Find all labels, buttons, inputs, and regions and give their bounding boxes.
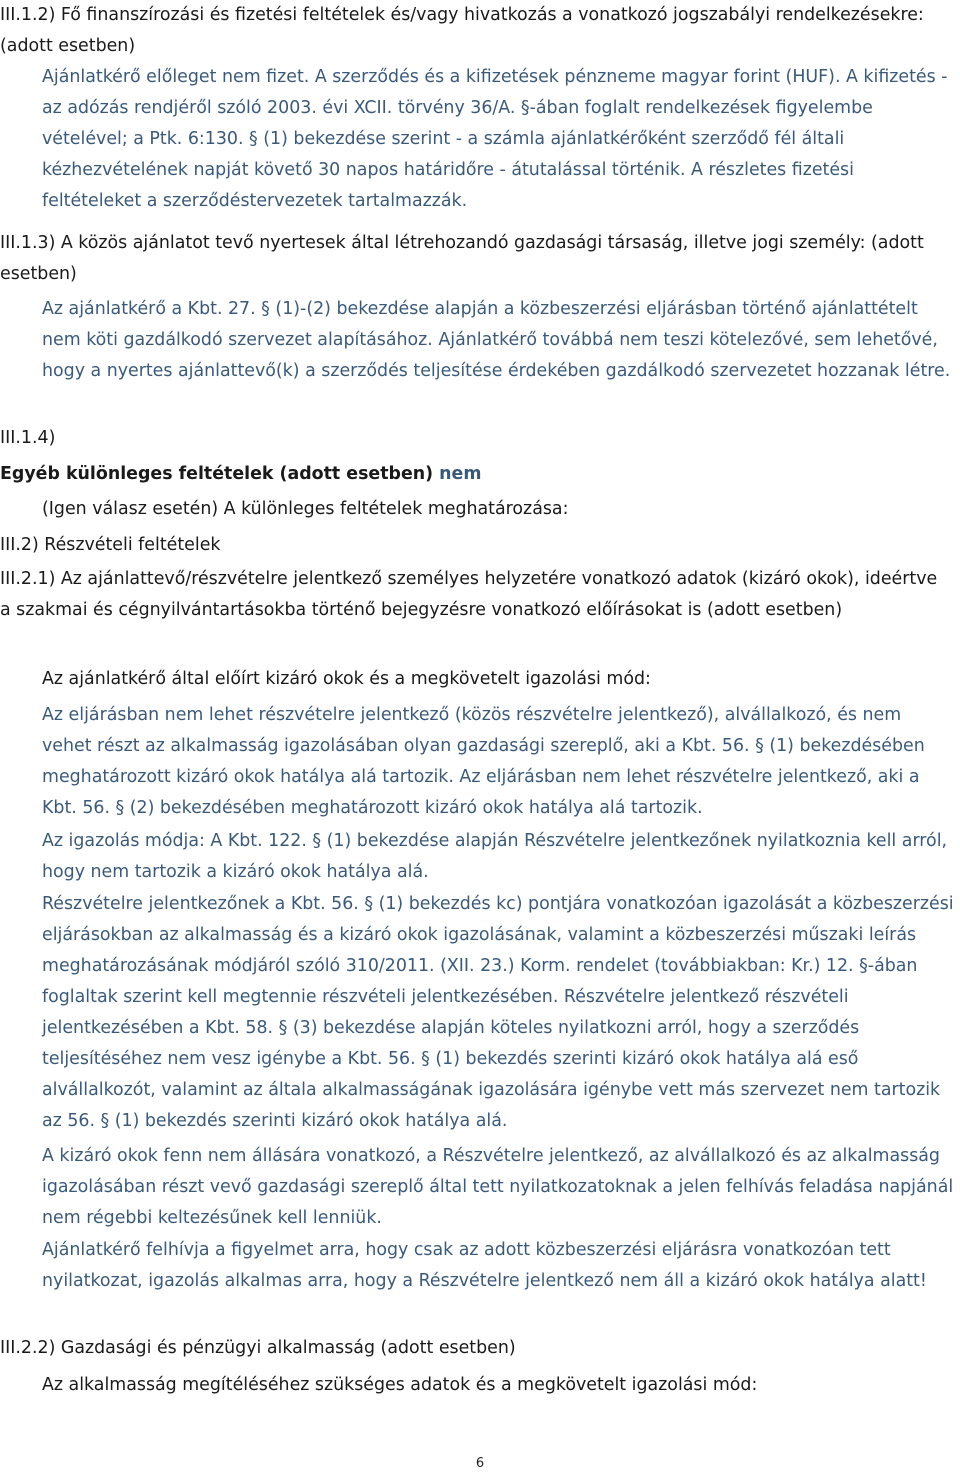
special-conditions-row xyxy=(0,459,950,490)
section-heading-iii-1-3: III.1.3) A közös ajánlatot tevő nyertesek által létrehozandó gazdasági társaság, illetve jogi személy: (adott esetben) xyxy=(0,233,924,284)
page-number: 6 xyxy=(475,1456,485,1471)
section-heading-iii-2-2: III.2.2) Gazdasági és pénzügyi alkalmasság (adott esetben) xyxy=(0,1338,516,1358)
exclusion-paragraph-5: Ajánlatkérő felhívja a figyelmet arra, hogy csak az adott közbeszerzési eljárásra vonatkozóan tett nyilatkozat, igazolás alkalmas arra, hogy a Részvételre jelentkező nem áll a kizáró okok hatálya alatt! xyxy=(42,1240,927,1291)
section-body-iii-1-2: Ajánlatkérő előleget nem fizet. A szerződés és a kifizetések pénzneme magyar forint (HUF). A kifizetés - az adózás rendjéről szóló 2003. évi XCII. törvény 36/A. §-ában foglalt rendelkezések figyelembe vételével; a Ptk. 6:130. § (1) bekezdése szerint - a számla ajánlatkérőként szerződő fél általi kézhezvételének napját követő 30 napos határidőre - átutalással történik. A részletes fizetési feltételeket a szerződéstervezetek tartalmazzák. xyxy=(42,67,948,211)
exclusion-paragraph-3: Részvételre jelentkezőnek a Kbt. 56. § (1) bekezdés kc) pontjára vonatkozóan igazolását a közbeszerzési eljárásokban az alkalmasság és a kizáró okok igazolásának, valamint a közbeszerzési műszaki leírás meghatározásának módjáról szóló 310/2011. (XII. 23.) Korm. rendelet (továbbiakban: Kr.) 12. §-ában foglaltak szerint kell megtennie részvételi jelentkezésében. Részvételre jelentkező részvételi jelentkezésében a Kbt. 58. § (3) bekezdése alapján köteles nyilatkozni arról, hogy a szerződés teljesítéséhez nem vesz igénybe a Kbt. 56. § (1) bekezdés szerinti kizáró okok hatálya alá eső alvállalkozót, valamint az általa alkalmasságának igazolására igénybe vett más szervezet nem tartozik az 56. § (1) bekezdés szerinti kizáró okok hatálya alá. xyxy=(42,894,954,1131)
special-conditions-label: Egyéb különleges feltételek (adott esetben) xyxy=(0,464,434,484)
exclusion-paragraph-4: A kizáró okok fenn nem állására vonatkozó, a Részvételre jelentkező, az alvállalkozó és az alkalmasság igazolásában részt vevő gazdasági szereplő által tett nyilatkozatoknak a jelen felhívás feladása napjánál nem régebbi keltezésűnek kell lenniük. xyxy=(42,1146,954,1228)
section-heading-iii-2: III.2) Részvételi feltételek xyxy=(0,535,221,555)
economic-capacity-sub: Az alkalmasság megítéléséhez szükséges adatok és a megkövetelt igazolási mód: xyxy=(42,1375,758,1395)
section-body-iii-1-3: Az ajánlatkérő a Kbt. 27. § (1)-(2) bekezdése alapján a közbeszerzési eljárásban történő ajánlattételt nem köti gazdálkodó szervezet alapításához. Ajánlatkérő továbbá nem teszi kötelezővé, sem lehetővé, hogy a nyertes ajánlattevő(k) a szerződés teljesítése érdekében gazdálkodó szervezetet hozzanak létre. xyxy=(42,299,951,381)
special-conditions-value: nem xyxy=(439,464,482,484)
special-conditions-sub: (Igen válasz esetén) A különleges feltételek meghatározása: xyxy=(42,499,569,519)
exclusion-grounds-sub: Az ajánlatkérő által előírt kizáró okok és a megkövetelt igazolási mód: xyxy=(42,669,651,689)
section-heading-iii-2-1: III.2.1) Az ajánlattevő/részvételre jelentkező személyes helyzetére vonatkozó adatok (kizáró okok), ideértve a szakmai és cégnyilvántartásokba történő bejegyzésre vonatkozó előírásokat is (adott esetben) xyxy=(0,569,938,620)
section-heading-iii-1-2: III.1.2) Fő finanszírozási és fizetési feltételek és/vagy hivatkozás a vonatkozó jogszabályi rendelkezésekre: (adott esetben) xyxy=(0,5,924,56)
exclusion-paragraph-1: Az eljárásban nem lehet részvételre jelentkező (közös részvételre jelentkező), alvállalkozó, és nem vehet részt az alkalmasság igazolásában olyan gazdasági szereplő, aki a Kbt. 56. § (1) bekezdésében meghatározott kizáró okok hatálya alá tartozik. Az eljárásban nem lehet részvételre jelentkező, aki a Kbt. 56. § (2) bekezdésében meghatározott kizáró okok hatálya alá tartozik. xyxy=(42,705,925,818)
section-heading-iii-1-4: III.1.4) xyxy=(0,428,56,448)
exclusion-paragraph-2: Az igazolás módja: A Kbt. 122. § (1) bekezdése alapján Részvételre jelentkezőnek nyilatkoznia kell arról, hogy nem tartozik a kizáró okok hatálya alá. xyxy=(42,831,948,882)
